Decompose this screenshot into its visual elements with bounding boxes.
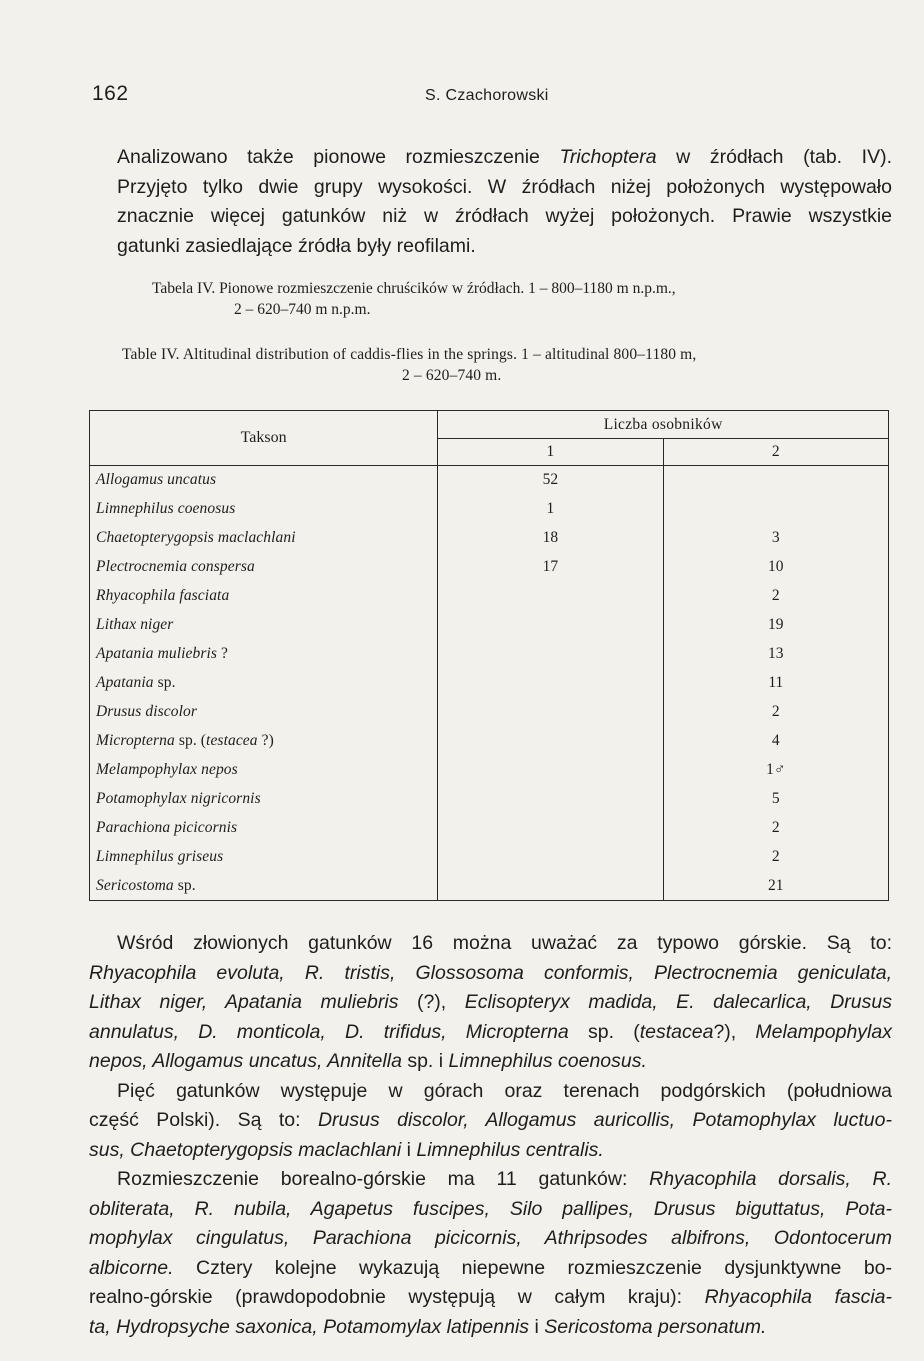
count-cell-altitude-2: 10 [663,553,888,582]
table-row [90,553,889,582]
count-cell-altitude-2: 2 [663,813,888,842]
count-cell-altitude-1 [438,640,663,669]
italic-taxon-text: mophylax cingulatus, Parachiona picicornis, Athripsodes albifrons, Odontocerum [89,1227,892,1249]
count-cell-altitude-1 [438,669,663,698]
table-row [90,726,889,755]
count-cell-altitude-1 [438,698,663,727]
taxon-cell [90,784,438,813]
body-line: realno-górskie (prawdopodobnie występują w całym kraju): Rhyacophila fascia- [89,1286,893,1308]
header-taxon: Takson [90,411,438,466]
body-text [89,929,892,1342]
taxon-cell [90,611,438,640]
taxon-name: Parachiona picicornis [96,818,238,836]
count-cell-altitude-1: 18 [438,524,663,553]
count-cell-altitude-1 [438,726,663,755]
taxon-suffix: sp. (testacea ?) [174,731,274,749]
count-cell-altitude-2 [663,495,888,524]
caption-line: 2 – 620–740 m n.p.m. [234,301,371,318]
body-line [89,1195,892,1225]
table-row [90,640,889,669]
taxon-suffix: ? [217,645,229,663]
body-line: Wśród złowionych gatunków 16 można uważać za typowo górskie. Są to: [117,932,892,954]
italic-taxon-text: ta, Hydropsyche saxonica, Potamomylax latipennis [89,1315,530,1338]
table-row [90,784,889,813]
taxon-name: Chaetopterygopsis maclachlani [96,529,296,547]
count-cell-altitude-1 [438,611,663,640]
header-col-1: 1 [438,439,663,466]
count-cell-altitude-2: 21 [663,871,888,900]
taxon-name: Allogamus uncatus [96,471,217,489]
page-number: 162 [92,82,129,105]
taxon-name: Micropterna [96,731,175,749]
taxon-cell [90,466,438,495]
taxon-cell [90,871,438,900]
intro-line: Przyjęto tylko dwie grupy wysokości. W źródłach niżej położonych występowało [117,175,892,198]
italic-taxon-text: Rhyacophila fascia- [704,1286,893,1308]
italic-taxon-text: Lithax niger, Apatania muliebris [89,991,399,1013]
taxon-name: Limnephilus griseus [96,847,224,865]
table-row [90,466,889,495]
count-cell-altitude-1: 52 [438,466,663,495]
count-cell-altitude-2: 2 [663,842,888,871]
taxon-name: Apatania muliebris [96,645,218,663]
caption-line: Table IV. Altitudinal distribution of caddis-flies in the springs. 1 – altitudinal 800–1180 m, [122,346,697,363]
taxon-cell [90,524,438,553]
taxon-suffix: sp. [153,674,176,692]
body-line [89,1224,892,1254]
table-body [90,466,889,901]
italic-taxon-text: sus, Chaetopterygopsis maclachlani [89,1138,402,1161]
taxon-cell [90,495,438,524]
body-line: część Polski). Są to: Drusus discolor, Allogamus auricollis, Potamophylax luctuo- [89,1109,892,1131]
caption-line: Tabela IV. Pionowe rozmieszczenie chruścików w źródłach. 1 – 800–1180 m n.p.m., [152,280,676,297]
caption-line: 2 – 620–740 m. [402,367,502,384]
table-caption-polish [152,278,852,320]
table-row [90,524,889,553]
distribution-table [89,410,889,901]
body-line: Pięć gatunków występuje w górach oraz terenach podgórskich (południowa [117,1079,892,1102]
taxon-suffix: sp. [173,876,196,894]
body-line [89,959,892,989]
taxon-name: Drusus discolor [96,702,197,720]
taxon-name: Limnephilus coenosus [96,500,236,518]
running-head: S. Czachorowski [425,87,549,104]
body-line: ta, Hydropsyche saxonica, Potamomylax latipennis i Sericostoma personatum. [89,1315,767,1338]
count-cell-altitude-2: 11 [663,669,888,698]
table-row [90,582,889,611]
paragraph-mountain-species [89,929,892,1077]
italic-taxon-text: Trichoptera [559,146,657,168]
intro-paragraph [117,143,892,261]
count-cell-altitude-1 [438,813,663,842]
taxon-name: Plectrocnemia conspersa [96,558,255,576]
body-line: nepos, Allogamus uncatus, Annitella sp. i Limnephilus coenosus. [89,1050,647,1072]
italic-taxon-text: testacea [639,1020,714,1043]
count-cell-altitude-2: 5 [663,784,888,813]
count-cell-altitude-2 [663,466,888,495]
taxon-name: Sericostoma [96,876,174,894]
count-cell-altitude-1 [438,755,663,784]
italic-taxon-text: nepos, Allogamus uncatus, Annitella [89,1050,402,1072]
count-cell-altitude-2: 3 [663,524,888,553]
italic-taxon-text: albicorne. [89,1256,174,1279]
table-row [90,871,889,900]
taxon-cell [90,669,438,698]
count-cell-altitude-2: 19 [663,611,888,640]
count-cell-altitude-1: 1 [438,495,663,524]
intro-line: gatunki zasiedlające źródła były reofilami. [117,234,476,257]
body-line: Lithax niger, Apatania muliebris (?), Eclisopteryx madida, E. dalecarlica, Drusus [89,991,892,1013]
taxon-cell [90,553,438,582]
taxon-name: Lithax niger [96,616,174,634]
taxon-cell [90,755,438,784]
italic-taxon-text: Rhyacophila evoluta, R. tristis, Glossosoma conformis, Plectrocnemia geniculata, [89,961,892,984]
count-cell-altitude-1 [438,784,663,813]
italic-taxon-text: obliterata, R. nubila, Agapetus fuscipes, Silo pallipes, Drusus biguttatus, Pota- [89,1197,892,1220]
count-cell-altitude-1 [438,582,663,611]
paragraph-submontane-species [89,1077,892,1166]
body-line: sus, Chaetopterygopsis maclachlani i Limnephilus centralis. [89,1138,604,1161]
header-individuals: Liczba osobników [438,411,889,439]
intro-line: Analizowano także pionowe rozmieszczenie Trichoptera w źródłach (tab. IV). [117,146,892,168]
table-row [90,813,889,842]
taxon-cell [90,698,438,727]
table-row [90,669,889,698]
italic-taxon-text: Limnephilus centralis. [416,1138,604,1161]
table-row [90,698,889,727]
table-row [90,842,889,871]
italic-taxon-text: Eclisopteryx madida, E. dalecarlica, Drusus [464,991,892,1013]
count-cell-altitude-2: 1♂ [663,755,888,784]
italic-taxon-text: Sericostoma personatum. [544,1315,767,1338]
taxon-name: Apatania [96,674,154,692]
count-cell-altitude-1: 17 [438,553,663,582]
taxon-name: Rhyacophila fasciata [96,587,230,605]
count-cell-altitude-1 [438,871,663,900]
italic-taxon-text: Limnephilus coenosus. [448,1050,647,1072]
header-col-2: 2 [663,439,888,466]
count-cell-altitude-1 [438,842,663,871]
table-row [90,755,889,784]
taxon-cell [90,726,438,755]
intro-line: znacznie więcej gatunków niż w źródłach wyżej położonych. Prawie wszystkie [117,205,892,227]
italic-taxon-text: Rhyacophila dorsalis, R. [649,1168,893,1190]
table-row [90,611,889,640]
count-cell-altitude-2: 13 [663,640,888,669]
taxon-cell [90,842,438,871]
body-line: Rozmieszczenie borealno-górskie ma 11 gatunków: Rhyacophila dorsalis, R. [117,1168,893,1190]
table-row [90,495,889,524]
paragraph-boreo-montane-species [89,1165,892,1342]
taxon-cell [90,813,438,842]
taxon-cell [90,582,438,611]
italic-taxon-text: Drusus discolor, Allogamus auricollis, Potamophylax luctuo- [317,1109,892,1131]
table-caption-english [122,344,882,386]
count-cell-altitude-2: 4 [663,726,888,755]
body-line: albicorne. Cztery kolejne wykazują niepewne rozmieszczenie dysjunktywne bo- [89,1256,892,1279]
count-cell-altitude-2: 2 [663,582,888,611]
body-line: annulatus, D. monticola, D. trifidus, Micropterna sp. (testacea?), Melampophylax [89,1020,892,1043]
count-cell-altitude-2: 2 [663,698,888,727]
italic-taxon-text: Melampophylax [755,1020,892,1043]
italic-taxon-text: annulatus, D. monticola, D. trifidus, Micropterna [89,1020,569,1043]
taxon-cell [90,640,438,669]
taxon-name: Melampophylax nepos [96,760,238,778]
taxon-name: Potamophylax nigricornis [96,789,261,807]
